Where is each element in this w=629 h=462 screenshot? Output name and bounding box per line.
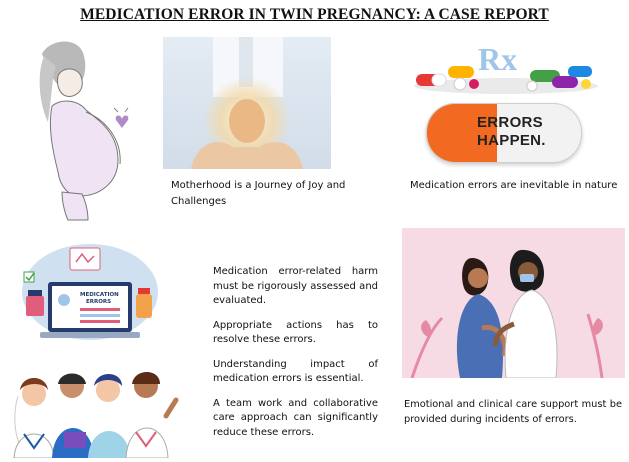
laptop-label-line1: MEDICATION xyxy=(80,292,119,298)
laptop-label-line2: ERRORS xyxy=(86,299,112,305)
page-title: MEDICATION ERROR IN TWIN PREGNANCY: A CASE REPORT xyxy=(80,6,549,23)
caption-inevitable: Medication errors are inevitable in nature xyxy=(410,180,618,191)
pills-rx-illustration xyxy=(412,40,600,94)
point-teamwork: A team work and collaborative care approach can significantly reduce these errors. xyxy=(213,397,378,438)
point-understanding: Understanding impact of medication errors is essential. xyxy=(213,358,378,384)
rx-symbol: Rx xyxy=(478,41,518,77)
point-actions: Appropriate actions has to resolve these errors. xyxy=(213,319,378,345)
caption-motherhood: Motherhood is a Journey of Joy and Challenges xyxy=(171,180,346,207)
team-collaboration-illustration xyxy=(8,356,183,458)
glowing-fetus-photo xyxy=(163,37,331,169)
pregnant-woman-illustration xyxy=(22,36,157,221)
caption-support: Emotional and clinical care support must be provided during incidents of errors. xyxy=(404,399,622,425)
key-points-list xyxy=(213,265,378,450)
pill-line-2: HAPPEN. xyxy=(477,132,546,149)
pill-line-1: ERRORS xyxy=(477,114,543,131)
errors-happen-pill xyxy=(426,103,582,163)
medication-errors-laptop-illustration xyxy=(20,242,160,348)
point-harm: Medication error-related harm must be rigorously assessed and evaluated. xyxy=(213,266,378,306)
emotional-support-illustration xyxy=(402,228,625,378)
